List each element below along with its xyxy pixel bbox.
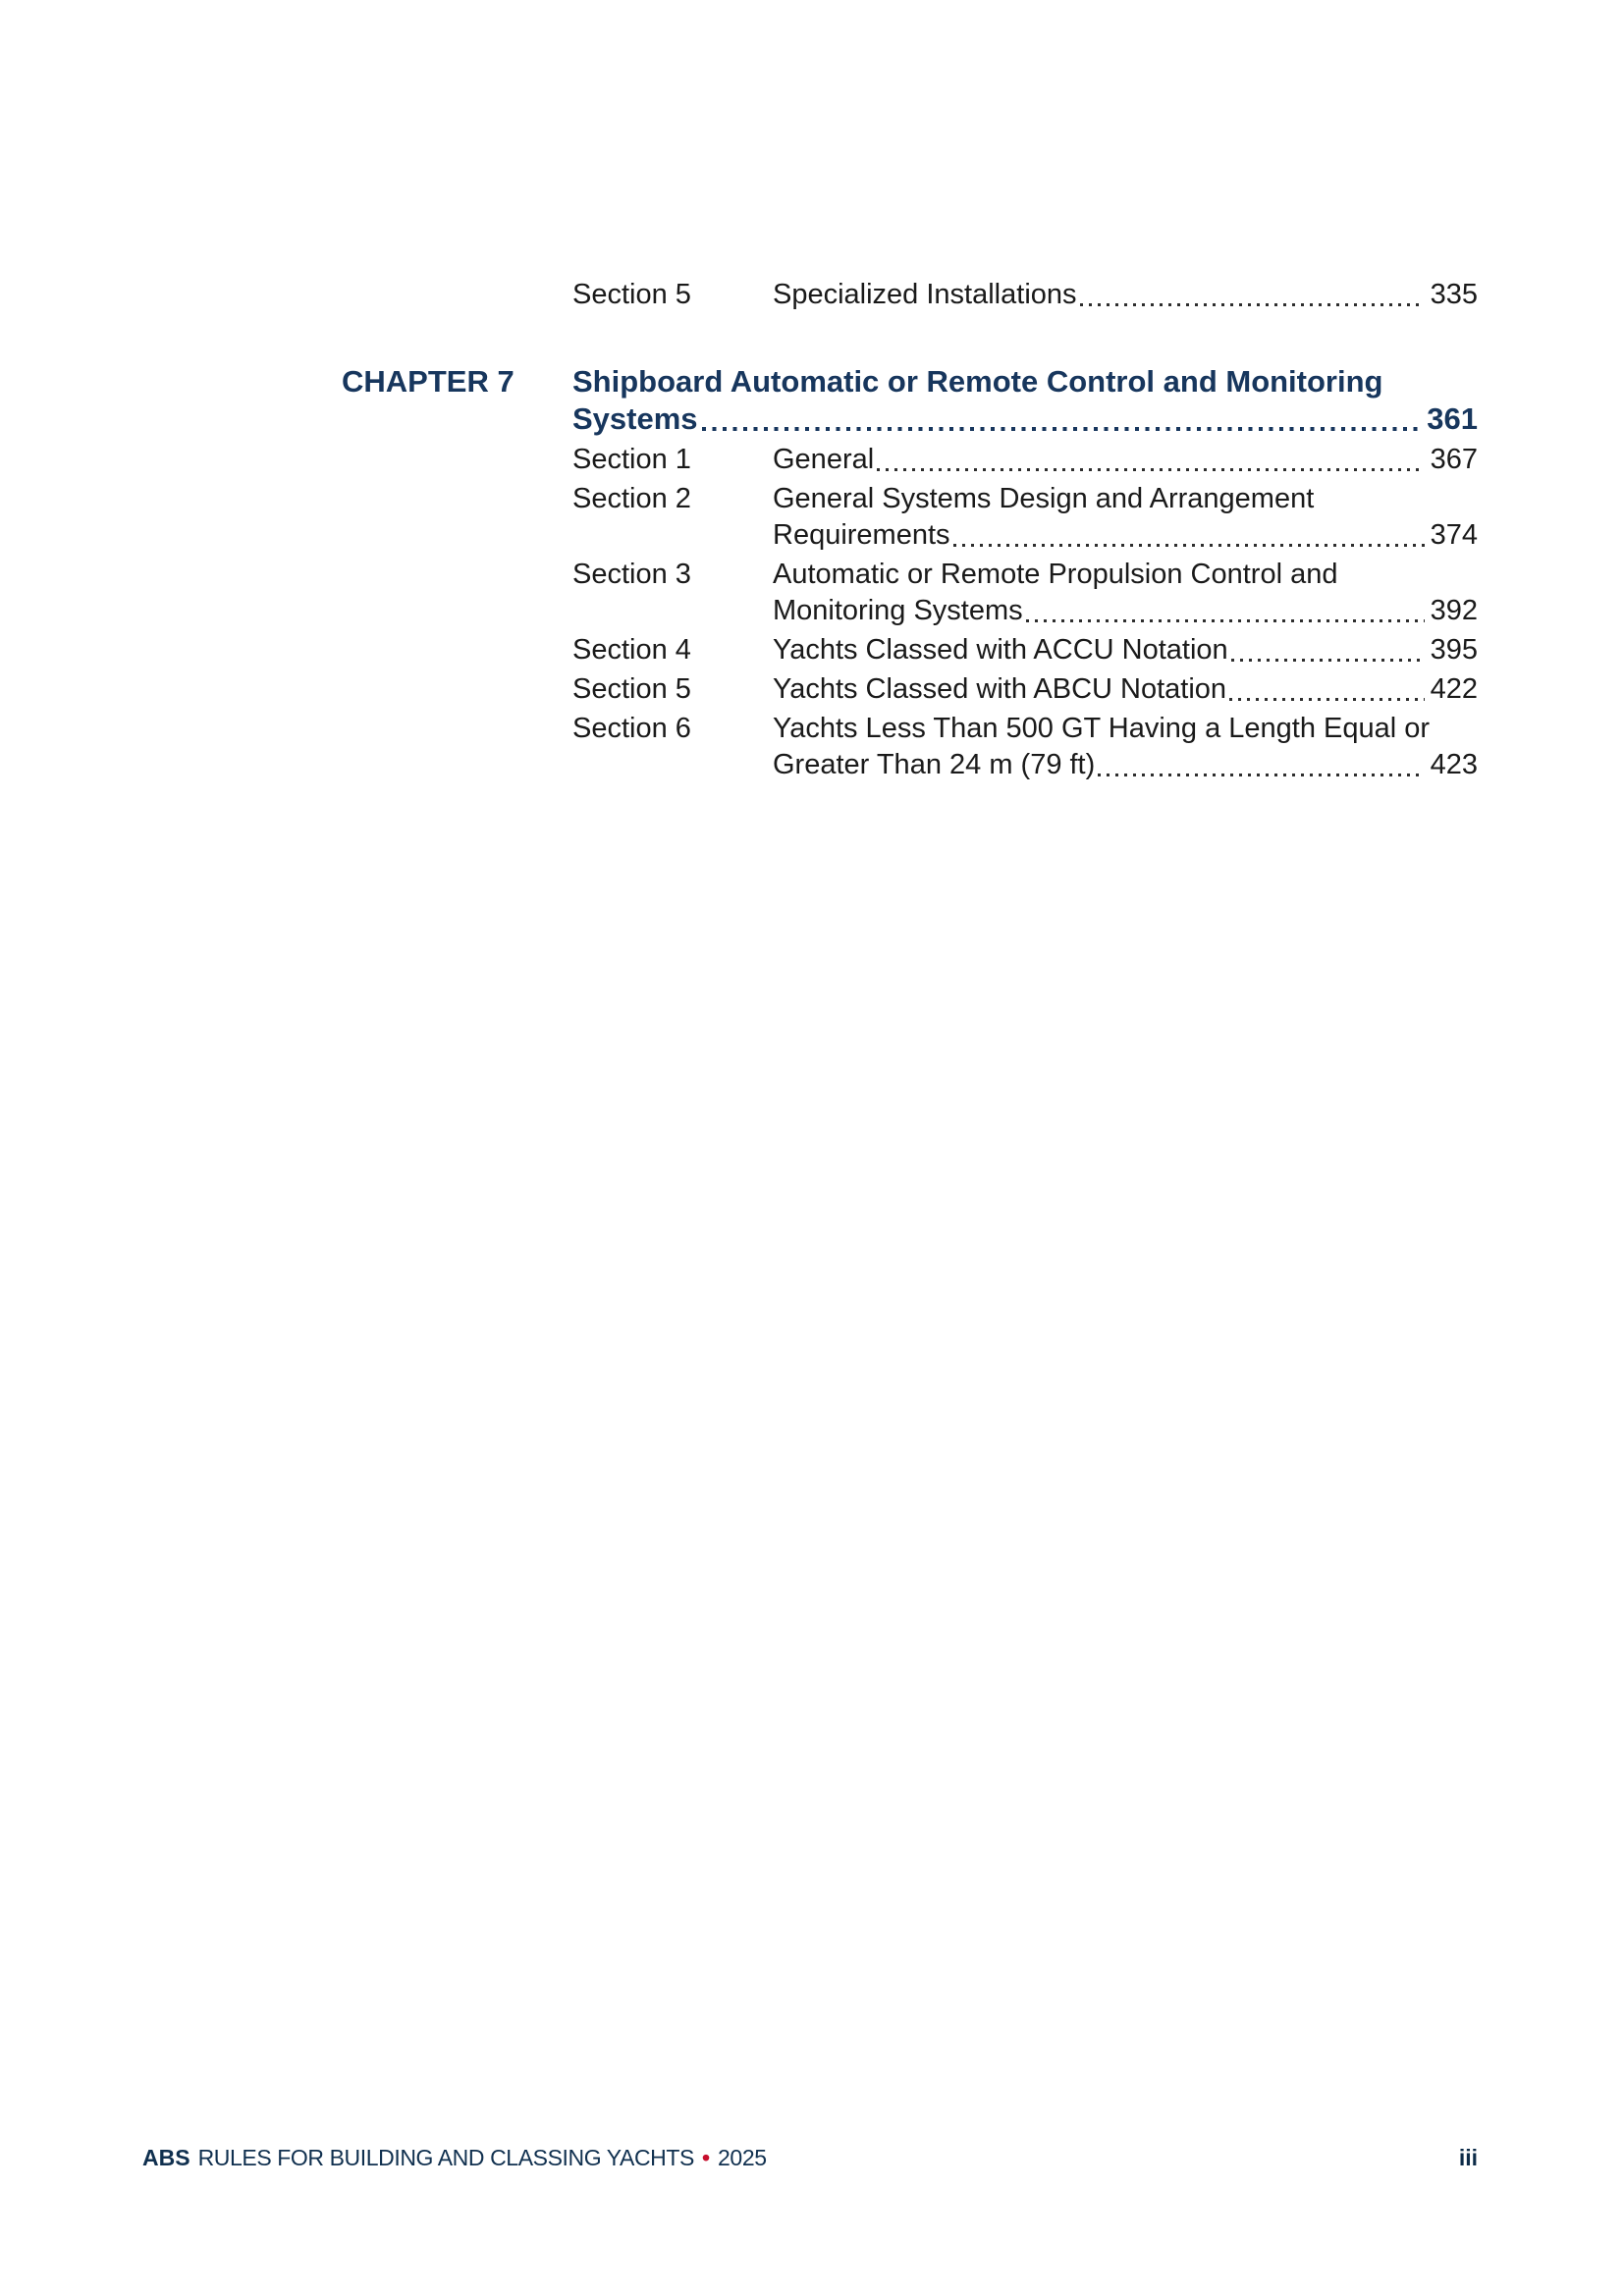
section-label: Section 2 — [572, 483, 691, 514]
dot-leader — [1080, 303, 1425, 306]
toc-entry-line — [773, 632, 1478, 668]
section-label: Section 3 — [572, 559, 691, 590]
toc-entry-line — [773, 747, 1478, 783]
dot-leader — [1231, 659, 1425, 662]
toc-entry-content — [773, 442, 1478, 478]
page-footer — [142, 2144, 1478, 2171]
toc-entry-line — [572, 400, 1478, 438]
page-number: 395 — [1430, 634, 1478, 666]
toc-chapter-entry — [342, 363, 1478, 438]
page-number: 392 — [1430, 595, 1478, 626]
toc-entry-line — [773, 517, 1478, 554]
section-label: Section 5 — [572, 673, 691, 705]
table-of-contents — [342, 277, 1478, 783]
section-title: Greater Than 24 m (79 ft) — [773, 749, 1096, 780]
page-number: 335 — [1430, 279, 1478, 310]
page-number: 361 — [1427, 401, 1478, 436]
dot-leader — [1098, 774, 1424, 776]
toc-entry-line — [773, 442, 1478, 478]
footer-year: 2025 — [718, 2145, 767, 2170]
toc-entry-content — [773, 632, 1478, 668]
toc-entry-line — [773, 593, 1478, 629]
dot-leader — [953, 544, 1425, 547]
section-title: Requirements — [773, 519, 950, 551]
toc-entry — [572, 481, 1478, 554]
page-number: 423 — [1430, 749, 1478, 780]
toc-entry-line — [773, 277, 1478, 313]
toc-entry — [572, 442, 1478, 478]
chapter-title-line: Systems — [572, 401, 698, 436]
page-number: 374 — [1430, 519, 1478, 551]
folio-page-number: iii — [1458, 2145, 1478, 2170]
section-title-line: Yachts Less Than 500 GT Having a Length Equal or — [773, 713, 1431, 744]
toc-entry — [572, 632, 1478, 668]
section-title: General — [773, 444, 875, 475]
toc-entry-content — [572, 363, 1478, 438]
page-number: 367 — [1430, 444, 1478, 475]
section-title: Specialized Installations — [773, 279, 1077, 310]
section-title: Yachts Classed with ACCU Notation — [773, 634, 1228, 666]
footer-bullet-separator: • — [701, 2145, 711, 2170]
toc-entry-content — [773, 557, 1478, 629]
toc-entry — [572, 671, 1478, 708]
dot-leader — [702, 427, 1421, 431]
footer-document-title: RULES FOR BUILDING AND CLASSING YACHTS — [197, 2145, 694, 2170]
section-title-line: Automatic or Remote Propulsion Control and — [773, 559, 1338, 590]
page-number: 422 — [1430, 673, 1478, 705]
toc-entry-content — [773, 711, 1478, 783]
section-label: Section 1 — [572, 444, 691, 475]
section-title: Yachts Classed with ABCU Notation — [773, 673, 1227, 705]
toc-entry-content — [773, 277, 1478, 313]
toc-entry-line — [773, 671, 1478, 708]
toc-entry — [572, 711, 1478, 783]
section-label: Section 4 — [572, 634, 691, 666]
dot-leader — [1229, 698, 1425, 701]
chapter-title-line: Shipboard Automatic or Remote Control and Monitoring — [572, 364, 1383, 399]
toc-section-list — [342, 442, 1478, 783]
chapter-label: CHAPTER 7 — [342, 364, 514, 399]
section-label: Section 6 — [572, 713, 691, 744]
dot-leader — [877, 468, 1424, 471]
toc-entry-content — [773, 481, 1478, 554]
section-title: Monitoring Systems — [773, 595, 1023, 626]
dot-leader — [1026, 619, 1425, 622]
section-label: Section 5 — [572, 279, 691, 310]
toc-entry-content — [773, 671, 1478, 708]
toc-entry — [572, 277, 1478, 313]
toc-entry — [572, 557, 1478, 629]
footer-brand: ABS — [142, 2145, 190, 2170]
section-title-line: General Systems Design and Arrangement — [773, 483, 1315, 514]
